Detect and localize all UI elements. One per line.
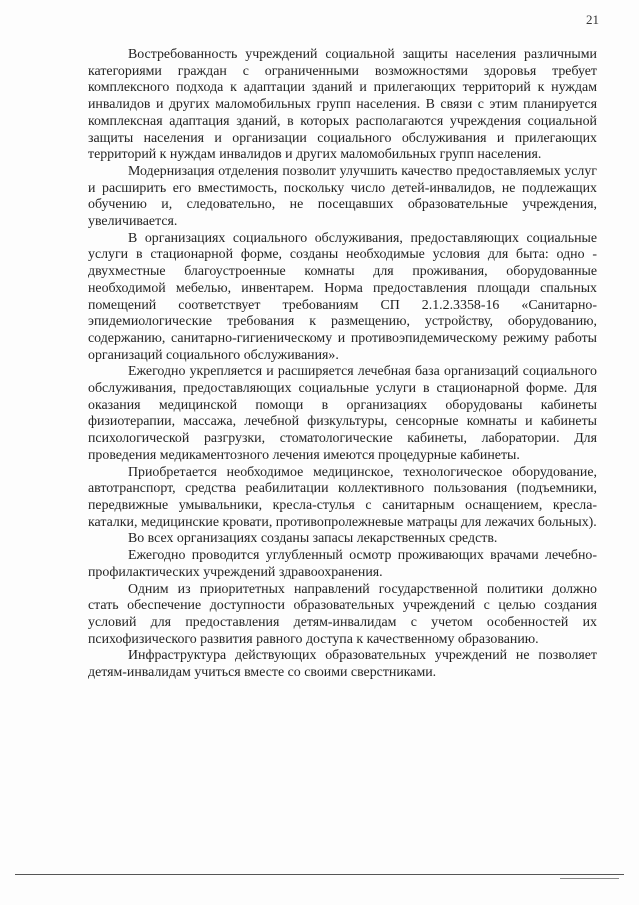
paragraph-medical-checkup: Ежегодно проводится углубленный осмотр проживающих врачами лечебно-профилактических учреждений здравоохранения.: [88, 548, 597, 580]
document-body: [88, 47, 597, 682]
paragraph-infrastructure: Инфраструктура действующих образовательных учреждений не позволяет детям-инвалидам учиться вместе со своими сверстниками.: [88, 648, 597, 681]
paragraph-modernization: Модернизация отделения позволит улучшить качество предоставляемых услуг и расширить его вместимость, поскольку число детей-инвалидов, не подлежащих обучению и, следовательно, не посещавших образовательные учреждения, увеличивается.: [88, 163, 597, 230]
paragraph-medicine-stock: Во всех организациях созданы запасы лекарственных средств.: [128, 531, 498, 547]
paragraph-equipment: Приобретается необходимое медицинское, технологическое оборудование, автотранспорт, средства реабилитации коллективного пользования (подъемники, передвижные умывальники, кресла-стулья с санитарным оснащением, кресла-каталки, медицинские кровати, противопролежневые матрацы для лежачих больных).: [88, 464, 597, 530]
scan-edge-line: [15, 874, 624, 875]
page-number: 21: [586, 12, 599, 27]
scan-edge-line-secondary: [560, 878, 619, 879]
paragraph-medical-base: Ежегодно укрепляется и расширяется лечебная база организаций социального обслуживания, предоставляющих социальные услуги в стационарной форме. Для оказания медицинской помощи в организациях оборудованы кабинеты физиотерапии, массажа, лечебной физкультуры, сенсорные комнаты и кабинеты психологической разгрузки, стоматологические кабинеты, лаборатории. Для проведения медикаментозного лечения имеются процедурные кабинеты.: [88, 364, 597, 463]
paragraph-living-conditions: В организациях социального обслуживания, предоставляющих социальные услуги в стационарной форме, созданы необходимые условия для быта: одно - двухместные благоустроенные комнаты для проживания, оборудованные необходимой мебелью, инвентарем. Норма предоставления площади спальных помещений соответствует требованиям СП 2.1.2.3358-16 «Санитарно-эпидемиологические требования к размещению, устройству, оборудованию, содержанию, санитарно-гигиеническому и противоэпидемическому режиму работы организаций социального обслуживания».: [88, 230, 597, 363]
paragraph-education-priority: Одним из приоритетных направлений государственной политики должно стать обеспечение доступности образовательных учреждений с целью создания условий для предоставления детям-инвалидам с учетом особенностей их психофизического развития равного доступа к качественному образованию.: [88, 581, 597, 647]
paragraph-demand-adaptation: Востребованность учреждений социальной защиты населения различными категориями граждан с ограниченными возможностями здоровья требует комплексного подхода к адаптации зданий и прилегающих территорий к нуждам инвалидов и других маломобильных групп населения. В связи с этим планируется комплексная адаптация зданий, в которых располагаются учреждения социальной защиты населения и организации социального обслуживания и прилегающих территорий к нуждам инвалидов и других маломобильных групп населения.: [88, 47, 597, 163]
